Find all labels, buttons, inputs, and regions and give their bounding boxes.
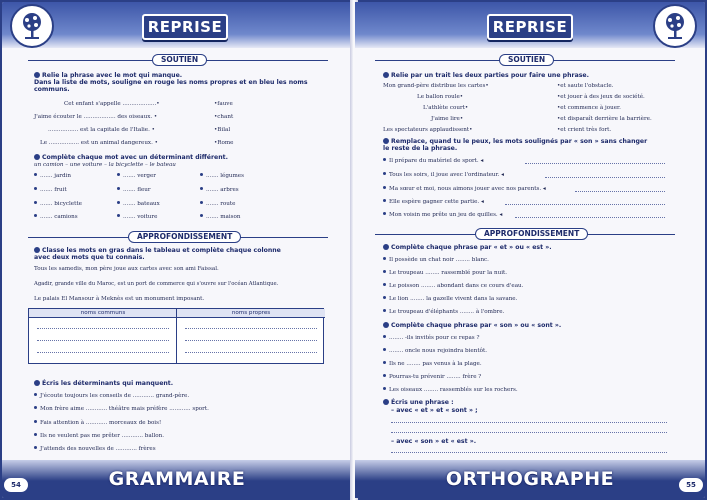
section-label: SOUTIEN xyxy=(152,54,207,66)
ex1-left-part: L'athlète court• xyxy=(423,105,469,111)
answer-line[interactable] xyxy=(391,422,667,423)
ex4-sentence: Fais attention à ............ morceaux de bois! xyxy=(34,420,161,427)
ex2-sentence: Ma sœur et moi, nous aimons jouer avec nos parents. ◂ xyxy=(383,186,546,193)
tree-icon xyxy=(653,4,697,48)
ex2-item: ....... verger xyxy=(117,173,156,180)
exercise-1-title-line3: communs. xyxy=(34,86,70,93)
ex3-sentence: Il possède un chat noir ........ blanc. xyxy=(383,257,489,264)
ex1-right-part: •et crient très fort. xyxy=(557,127,612,133)
footer-title: ORTHOGRAPHE xyxy=(445,468,615,490)
answer-line[interactable] xyxy=(391,432,667,433)
right-page xyxy=(355,2,705,498)
exercise-1-title: Relie par un trait les deux parties pour faire une phrase. xyxy=(383,72,589,79)
soutien-section-header xyxy=(28,54,328,66)
answer-line[interactable] xyxy=(515,217,665,218)
ex1-word: •Bilal xyxy=(214,127,231,133)
table-header-common: noms communs xyxy=(29,309,177,318)
ex4-sentence: J'attends des nouvelles de ............ frères xyxy=(34,446,156,453)
ex1-word: •Rome xyxy=(214,140,234,146)
ex2-item: ....... bicyclette xyxy=(34,201,82,208)
ex1-right-part: •et commence à jouer. xyxy=(557,105,621,111)
answer-line[interactable] xyxy=(185,352,317,353)
exercise-5-title: Écris une phrase : xyxy=(383,399,454,406)
exercise-3-title: Classe les mots en gras dans le tableau et complète chaque colonne xyxy=(34,247,281,254)
exercise-3-title: Complète chaque phrase par « et » ou « est ». xyxy=(383,244,552,251)
ex1-left-part: Le ballon roule• xyxy=(417,94,464,100)
answer-line[interactable] xyxy=(391,452,667,453)
ex4-sentence: Mon frère aime ............ théâtre mais préfère ............ sport. xyxy=(34,406,209,413)
ex4-sentence: ........ oncle nous rejoindra bientôt. xyxy=(383,348,487,355)
ex1-left-part: Les spectateurs applaudissent• xyxy=(383,127,473,133)
ex3-sentence: Le lion ........ la gazelle vivent dans la savane. xyxy=(383,296,517,303)
ex2-item: ....... bateaux xyxy=(117,201,160,208)
ex2-item: ....... arbres xyxy=(200,187,239,194)
exercise-1-title-line2: Dans la liste de mots, souligne en rouge les noms propres et en bleu les noms xyxy=(34,79,308,86)
ex4-sentence: J'écoute toujours les conseils de ............ grand-père. xyxy=(34,393,189,400)
answer-line[interactable] xyxy=(37,340,169,341)
answer-line[interactable] xyxy=(525,163,665,164)
ex4-sentence: Pourras-tu prévenir ........ frère ? xyxy=(383,374,481,381)
ex3-sentence: Le troupeau d'éléphants ........ à l'ombre. xyxy=(383,309,504,316)
ex1-word: •fauve xyxy=(214,101,233,107)
page-number: 54 xyxy=(4,478,28,492)
answer-line[interactable] xyxy=(185,340,317,341)
ex2-item: ....... voiture xyxy=(117,214,157,221)
reprise-title: REPRISE xyxy=(142,14,228,40)
ex3-sentence: Le poisson ........ abondant dans ce cours d'eau. xyxy=(383,283,523,290)
ex1-sentence: Le ................. est un animal dangereux. • xyxy=(40,140,158,146)
exercise-2-title: Complète chaque mot avec un déterminant différent. xyxy=(34,154,228,161)
ex1-right-part: •et saute l'obstacle. xyxy=(557,83,614,89)
ex4-sentence: Ils ne ........ pas venus à la plage. xyxy=(383,361,482,368)
ex2-sentence: Tous les soirs, il joue avec l'ordinateur. ◂ xyxy=(383,172,504,179)
ex2-sentence: Mon voisin me prête un jeu de quilles. ◂ xyxy=(383,212,502,219)
ex1-right-part: •et disparaît derrière la barrière. xyxy=(557,116,652,122)
ex1-left-part: Mon grand-père distribue les cartes• xyxy=(383,83,489,89)
ex1-sentence: ................. est la capitale de l'Italie. • xyxy=(48,127,155,133)
exercise-1-title: Relie la phrase avec le mot qui manque. xyxy=(34,72,182,79)
exercise-3-paragraph: Le palais El Mansour à Meknès est un monument imposant. xyxy=(34,296,205,302)
exercise-3-paragraph: Tous les samedis, mon père joue aux cartes avec son ami Faissal. xyxy=(34,266,219,272)
answer-line[interactable] xyxy=(545,177,665,178)
ex2-item: ....... maison xyxy=(200,214,241,221)
ex2-item: ....... camions xyxy=(34,214,78,221)
left-page xyxy=(2,2,352,498)
answer-line[interactable] xyxy=(37,328,169,329)
ex2-sentence: Il prépare du matériel de sport. ◂ xyxy=(383,158,483,165)
footer-title: GRAMMAIRE xyxy=(108,468,246,490)
ex2-item: ....... fruit xyxy=(34,187,67,194)
ex2-item: ....... jardin xyxy=(34,173,71,180)
exercise-2-example: un camion – une voiture – la bicyclette – le bateau xyxy=(34,162,176,168)
exercise-5-instruction-a: – avec « et » et « sont » ; xyxy=(391,407,478,414)
ex2-item: ....... route xyxy=(200,201,235,208)
ex2-sentence: Elle espère gagner cette partie. ◂ xyxy=(383,199,484,206)
answer-line[interactable] xyxy=(37,352,169,353)
footer-banner xyxy=(2,460,352,498)
footer-banner xyxy=(355,460,705,498)
answer-line[interactable] xyxy=(505,204,665,205)
ex4-sentence: Les oiseaux ........ rassemblés sur les rochers. xyxy=(383,387,518,394)
section-label: SOUTIEN xyxy=(499,54,554,66)
ex4-sentence: ........ -ils invités pour ce repas ? xyxy=(383,335,479,342)
ex1-sentence: Cet enfant s'appelle ...................• xyxy=(64,101,160,107)
ex1-word: •chant xyxy=(214,114,234,120)
approfondissement-section-header xyxy=(28,231,328,243)
answer-line[interactable] xyxy=(575,191,665,192)
tree-icon xyxy=(10,4,54,48)
section-label: APPROFONDISSEMENT xyxy=(475,228,588,240)
ex1-left-part: J'aime lire• xyxy=(431,116,464,122)
ex1-sentence: J'aime écouter le .................. des oiseaux. • xyxy=(34,114,158,120)
exercise-4-title: Écris les déterminants qui manquent. xyxy=(34,380,173,387)
ex2-item: ....... fleur xyxy=(117,187,151,194)
section-label: APPROFONDISSEMENT xyxy=(128,231,241,243)
ex3-sentence: Le troupeau ........ rassemblé pour la nuit. xyxy=(383,270,507,277)
ex4-sentence: Ils ne veulent pas me prêter ............ ballon. xyxy=(34,433,164,440)
table-header-proper: noms propres xyxy=(177,309,325,318)
exercise-2-title-line2: le reste de la phrase. xyxy=(383,145,458,152)
ex2-item: ....... légumes xyxy=(200,173,244,180)
exercise-5-instruction-b: – avec « son » et « est ». xyxy=(391,438,477,445)
ex1-right-part: •et jouer à des jeux de société. xyxy=(557,94,645,100)
approfondissement-section-header xyxy=(375,228,675,240)
reprise-title: REPRISE xyxy=(487,14,573,40)
exercise-3-paragraph: Agadir, grande ville du Maroc, est un port de commerce qui s'ouvre sur l'océan Atlantique. xyxy=(34,281,279,287)
classification-table xyxy=(28,308,324,364)
exercise-4-title: Complète chaque phrase par « son » ou « sont ». xyxy=(383,322,561,329)
answer-line[interactable] xyxy=(185,328,317,329)
soutien-section-header xyxy=(375,54,675,66)
exercise-3-title-line2: avec deux mots que tu connais. xyxy=(34,254,145,261)
exercise-2-title: Remplace, quand tu le peux, les mots soulignés par « son » sans changer xyxy=(383,138,647,145)
page-number: 55 xyxy=(679,478,703,492)
